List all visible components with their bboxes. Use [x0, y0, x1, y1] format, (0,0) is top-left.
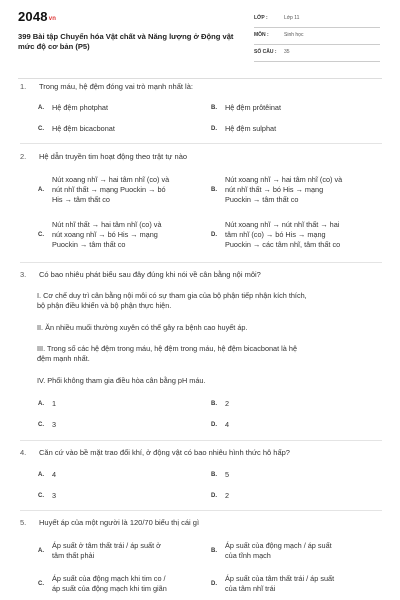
statement-line: III. Trong số các hệ đệm trong máu, hệ đệm trong máu, hệ đệm bicacbonat là hệ [37, 344, 297, 353]
question-1 [20, 82, 382, 94]
option-line: Áp suất của động mạch khi tim co / [52, 574, 166, 583]
option-line: Puockin → tâm thất co [225, 195, 299, 204]
document-title: 399 Bài tập Chuyển hóa Vật chất và Năng lượng ở Động vật mức độ cơ bản (P5) [18, 32, 234, 51]
option-text: 4 [52, 470, 57, 479]
option-letter: C. [38, 581, 44, 587]
option-letter: B. [211, 548, 217, 554]
option-text: 2 [225, 491, 230, 500]
question-3 [20, 270, 382, 282]
meta-label: LỚP : [254, 15, 268, 21]
meta-value: Sinh học [284, 32, 304, 38]
meta-label: SỐ CÂU : [254, 49, 277, 55]
option-letter: A. [38, 472, 44, 478]
meta-row-subject [254, 30, 380, 45]
question-5 [20, 518, 382, 530]
statement-ii [37, 323, 382, 333]
statement-line: II. Ăn nhiều muối thường xuyên có thể gây ra bệnh cao huyết áp. [37, 323, 248, 332]
option-line: Puockin → các tâm nhĩ, tâm thất co [225, 240, 341, 249]
option-text: Hệ đệm bicacbonat [52, 124, 115, 133]
option-text: 3 [52, 491, 57, 500]
question-2 [20, 152, 382, 164]
option-line: Áp suất của tâm thất trái / áp suất [225, 574, 335, 583]
question-number: 2. [20, 152, 27, 161]
document-meta [254, 13, 380, 64]
option-letter: A. [38, 401, 44, 407]
option-text: 1 [52, 399, 57, 408]
statement-iii [37, 344, 382, 364]
question-stem: Có bao nhiêu phát biểu sau đây đúng khi nói về cân bằng nội môi? [39, 270, 261, 279]
option-letter: A. [38, 548, 44, 554]
option-letter: D. [211, 126, 217, 132]
option-line: Áp suất ở tâm thất trái / áp suất ở [52, 541, 161, 550]
option-text: 4 [225, 420, 230, 429]
option-letter: D. [211, 422, 217, 428]
option-letter: B. [211, 472, 217, 478]
option-line: tâm nhĩ (co) → bó His → mạng [225, 230, 326, 239]
option-c[interactable] [38, 220, 206, 252]
meta-label: MÔN : [254, 32, 269, 38]
option-letter: C. [38, 493, 44, 499]
option-text [52, 175, 169, 205]
option-line: của tâm nhĩ trái [225, 584, 276, 593]
option-a[interactable] [38, 541, 206, 563]
logo-text: 2048 [18, 9, 48, 24]
option-letter: D. [211, 581, 217, 587]
option-line: Nút nhĩ thất → hai tâm nhĩ (co) và [52, 220, 162, 229]
meta-value: 35 [284, 49, 290, 55]
statement-line: đệm mạnh nhất. [37, 354, 90, 363]
option-line: His → tâm thất co [52, 195, 110, 204]
meta-row-class [254, 13, 380, 28]
statement-line: IV. Phổi không tham gia điều hòa cân bằng pH máu. [37, 376, 206, 385]
option-text: Hệ đệm photphat [52, 103, 108, 112]
question-number: 3. [20, 270, 27, 279]
option-text [225, 175, 342, 205]
option-line: Nút xoang nhĩ → hai tâm nhĩ (co) và [52, 175, 170, 184]
option-line: của tĩnh mạch [225, 551, 271, 560]
option-letter: C. [38, 232, 44, 238]
logo-suffix: vn [48, 16, 57, 22]
option-a[interactable] [38, 175, 206, 207]
option-line: nút nhĩ thất → mạng Puockin → bó [52, 185, 166, 194]
question-stem: Hệ dẫn truyền tim hoạt động theo trật tự nào [39, 152, 188, 161]
statement-i [37, 291, 382, 311]
option-text [225, 220, 340, 250]
question-divider [20, 262, 382, 263]
question-number: 1. [20, 82, 27, 91]
question-number: 4. [20, 448, 27, 457]
option-letter: C. [38, 422, 44, 428]
option-letter: D. [211, 493, 217, 499]
option-letter: B. [211, 401, 217, 407]
statement-iv [37, 376, 382, 386]
option-line: Puockin → tâm thất co [52, 240, 126, 249]
question-number: 5. [20, 518, 27, 527]
question-stem: Trong máu, hệ đệm đóng vai trò mạnh nhất là: [39, 82, 193, 91]
meta-value: Lớp 11 [284, 15, 300, 21]
option-text [225, 541, 332, 561]
header-divider [18, 78, 382, 79]
option-text: 5 [225, 470, 230, 479]
question-divider [20, 440, 382, 441]
question-divider [20, 510, 382, 511]
option-b[interactable] [211, 541, 381, 563]
option-text [52, 541, 161, 561]
option-letter: D. [211, 232, 217, 238]
option-text: 2 [225, 399, 230, 408]
question-stem: Huyết áp của một người là 120/70 biểu thị cái gì [39, 518, 200, 527]
option-letter: B. [211, 187, 217, 193]
option-line: Nút xoang nhĩ → nút nhĩ thất → hai [225, 220, 340, 229]
option-text: 3 [52, 420, 57, 429]
meta-row-count [254, 47, 380, 62]
option-letter: A. [38, 105, 44, 111]
option-letter: C. [38, 126, 44, 132]
question-divider [20, 143, 382, 144]
option-letter: A. [38, 187, 44, 193]
option-line: nút nhĩ thất → bó His → mạng [225, 185, 324, 194]
option-line: nút xoang nhĩ → bó His → mạng [52, 230, 158, 239]
question-4 [20, 448, 382, 460]
question-stem: Căn cứ vào bề mặt trao đổi khí, ở động vật có bao nhiêu hình thức hô hấp? [39, 448, 290, 457]
statement-line: bộ phận điều khiển và bộ phận thực hiện. [37, 301, 172, 310]
option-line: Nút xoang nhĩ → hai tâm nhĩ (co) và [225, 175, 343, 184]
option-d[interactable] [211, 574, 381, 596]
document-header [0, 0, 400, 74]
option-text: Hệ đệm sulphat [225, 124, 277, 133]
option-text [52, 220, 162, 250]
option-b[interactable] [211, 175, 381, 207]
option-letter: B. [211, 105, 217, 111]
option-d[interactable] [211, 220, 381, 252]
option-line: áp suất của động mạch khi tim giãn [52, 584, 167, 593]
site-logo[interactable] [18, 9, 56, 24]
option-line: tâm thất phải [52, 551, 95, 560]
option-text: Hệ đệm prôtêinat [225, 103, 281, 112]
option-text [52, 574, 167, 594]
option-c[interactable] [38, 574, 206, 596]
option-text [225, 574, 334, 594]
statement-line: I. Cơ chế duy trì cân bằng nội môi có sự tham gia của bộ phận tiếp nhận kích thích, [37, 291, 307, 300]
option-line: Áp suất của động mạch / áp suất [225, 541, 332, 550]
